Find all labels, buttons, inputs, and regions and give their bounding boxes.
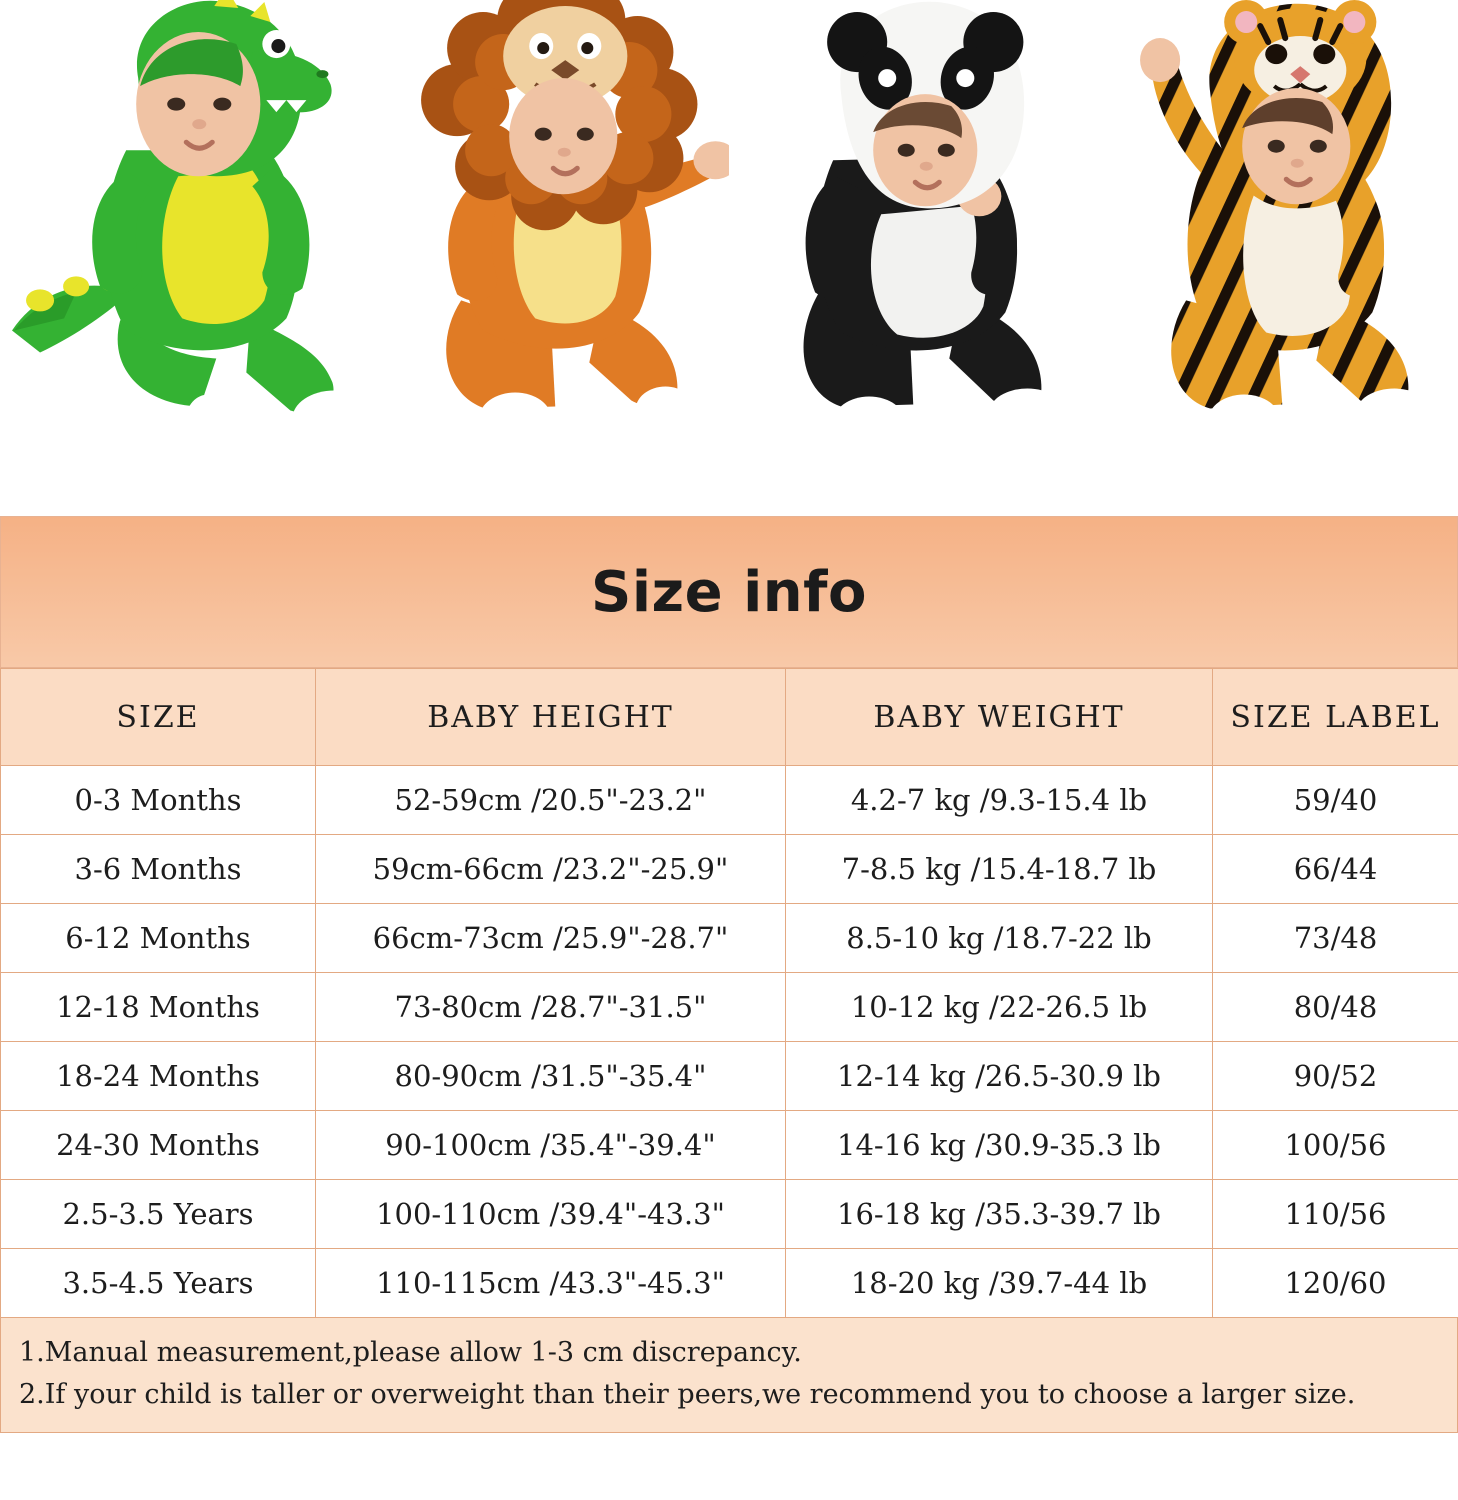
size-table-header-row (1, 669, 1458, 766)
cell-weight: 12-14 kg /26.5-30.9 lb (786, 1042, 1213, 1111)
cell-height: 66cm-73cm /25.9"-28.7" (316, 904, 786, 973)
cell-weight: 4.2-7 kg /9.3-15.4 lb (786, 766, 1213, 835)
cell-size: 18-24 Months (1, 1042, 316, 1111)
panda-illustration (729, 0, 1093, 500)
cell-size-label: 73/48 (1213, 904, 1458, 973)
cell-weight: 16-18 kg /35.3-39.7 lb (786, 1180, 1213, 1249)
cell-weight: 14-16 kg /30.9-35.3 lb (786, 1111, 1213, 1180)
tiger-romper-photo (1094, 0, 1458, 500)
cell-height: 52-59cm /20.5"-23.2" (316, 766, 786, 835)
cell-size: 6-12 Months (1, 904, 316, 973)
cell-size: 12-18 Months (1, 973, 316, 1042)
column-header-size-label: SIZE LABEL (1213, 669, 1458, 766)
cell-size: 3-6 Months (1, 835, 316, 904)
table-row (1, 1111, 1458, 1180)
cell-height: 59cm-66cm /23.2"-25.9" (316, 835, 786, 904)
lion-romper-photo (365, 0, 730, 500)
dinosaur-romper-photo (0, 0, 365, 500)
size-info-header (0, 516, 1458, 668)
cell-size: 3.5-4.5 Years (1, 1249, 316, 1318)
table-row (1, 766, 1458, 835)
size-info-notes (0, 1318, 1458, 1433)
cell-size-label: 110/56 (1213, 1180, 1458, 1249)
table-row (1, 1249, 1458, 1318)
lion-illustration (365, 0, 729, 500)
cell-size-label: 100/56 (1213, 1111, 1458, 1180)
dinosaur-illustration (0, 0, 364, 500)
cell-height: 90-100cm /35.4"-39.4" (316, 1111, 786, 1180)
cell-size-label: 120/60 (1213, 1249, 1458, 1318)
cell-height: 73-80cm /28.7"-31.5" (316, 973, 786, 1042)
note-measurement: 1.Manual measurement,please allow 1-3 cm discrepancy. (19, 1337, 802, 1368)
product-photo-strip (0, 0, 1458, 500)
cell-size-label: 66/44 (1213, 835, 1458, 904)
cell-size: 0-3 Months (1, 766, 316, 835)
table-row (1, 1042, 1458, 1111)
size-table-head (1, 669, 1458, 766)
cell-height: 80-90cm /31.5"-35.4" (316, 1042, 786, 1111)
size-table-body (1, 766, 1458, 1318)
cell-weight: 7-8.5 kg /15.4-18.7 lb (786, 835, 1213, 904)
table-row (1, 904, 1458, 973)
cell-size-label: 90/52 (1213, 1042, 1458, 1111)
cell-height: 100-110cm /39.4"-43.3" (316, 1180, 786, 1249)
note-larger-size: 2.If your child is taller or overweight than their peers,we recommend you to choose a larger size. (19, 1378, 1356, 1410)
cell-height: 110-115cm /43.3"-45.3" (316, 1249, 786, 1318)
tiger-illustration (1094, 0, 1458, 500)
cell-weight: 8.5-10 kg /18.7-22 lb (786, 904, 1213, 973)
table-row (1, 1180, 1458, 1249)
table-row (1, 835, 1458, 904)
column-header-baby-weight: BABY WEIGHT (786, 669, 1213, 766)
table-row (1, 973, 1458, 1042)
cell-size-label: 80/48 (1213, 973, 1458, 1042)
column-header-baby-height: BABY HEIGHT (316, 669, 786, 766)
cell-size: 24-30 Months (1, 1111, 316, 1180)
cell-size-label: 59/40 (1213, 766, 1458, 835)
cell-size: 2.5-3.5 Years (1, 1180, 316, 1249)
size-info-title: Size info (591, 559, 867, 625)
cell-weight: 10-12 kg /22-26.5 lb (786, 973, 1213, 1042)
size-info-table (0, 668, 1458, 1318)
panda-romper-photo (729, 0, 1094, 500)
size-info-panel (0, 516, 1458, 1433)
column-header-size: SIZE (1, 669, 316, 766)
cell-weight: 18-20 kg /39.7-44 lb (786, 1249, 1213, 1318)
